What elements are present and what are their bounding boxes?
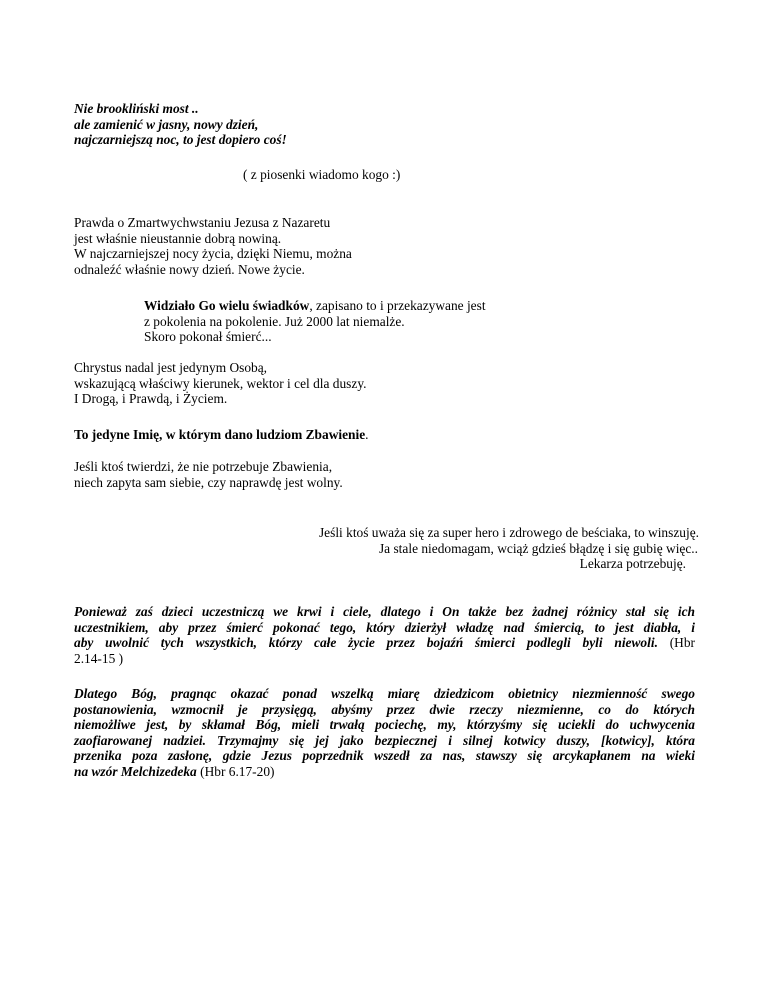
quote-line: Dlatego Bóg, pragnąc okazać ponad wszelką miarę dziedzicom obietnicy niezmienność swego [74, 686, 695, 701]
quote-hebrews-6 [74, 686, 695, 780]
quote-reference: (Hbr [657, 635, 695, 651]
paragraph-doctor [200, 525, 699, 572]
epigraph-source-text: ( z piosenki wiadomo kogo :) [243, 167, 401, 182]
text-line: odnaleźć właśnie nowy dzień. Nowe życie. [74, 261, 305, 277]
quote-line [74, 764, 695, 780]
quote-reference: (Hbr 6.17-20) [196, 763, 275, 779]
text-line: Prawda o Zmartwychwstaniu Jezusa z Nazaretu [74, 215, 331, 230]
quote-line: uczestnikiem, aby przez śmierć pokonać tego, który dzierżył władzę nad śmiercią, to jest diabła, i [74, 619, 695, 635]
text-line: wskazującą właściwy kierunek, wektor i cel dla duszy. [74, 375, 367, 391]
paragraph-christ [74, 360, 367, 407]
text-line [144, 298, 486, 314]
text-line: Chrystus nadal jest jedynym Osobą, [74, 360, 268, 375]
paragraph-salvation [74, 459, 343, 490]
epigraph-source [243, 167, 400, 183]
quote-line: przenika poza zasłonę, gdzie Jezus poprzednik wszedł za nas, stawszy się arcykapłanem na wieki [74, 748, 695, 764]
text-line [74, 427, 369, 443]
epigraph-line: ale zamienić w jasny, nowy dzień, [74, 116, 259, 132]
quote-line: 2.14-15 ) [74, 650, 124, 666]
quote-line: zaofiarowanej nadziei. Trzymajmy się jej jako bezpiecznej i silnej kotwicy duszy, [kotwicy], która [74, 732, 695, 748]
quote-line: niemożliwe jest, by skłamał Bóg, mieli trwałą pociechę, my, którzyśmy się uciekli do uchwycenia [74, 717, 695, 733]
text-line: Lekarza potrzebuję. [579, 556, 686, 572]
quote-line: Ponieważ zaś dzieci uczestniczą we krwi i ciele, dlatego i On także bez żadnej różnicy stał się ich [74, 604, 695, 619]
text-line: niech zapyta sam siebie, czy naprawdę jest wolny. [74, 474, 343, 490]
text-line: Jeśli ktoś uważa się za super hero i zdrowego de beściaka, to winszuję. [318, 525, 699, 540]
paragraph-only-name [74, 427, 369, 443]
quote-text: na wzór Melchizedeka [74, 763, 197, 779]
text-fragment: . [365, 427, 369, 442]
epigraph [74, 101, 287, 148]
quote-hebrews-2 [74, 604, 695, 666]
text-line: Jeśli ktoś twierdzi, że nie potrzebuje Zbawienia, [74, 459, 333, 474]
text-line: W najczarniejszej nocy życia, dzięki Niemu, można [74, 246, 352, 262]
text-line: Skoro pokonał śmierć... [144, 329, 272, 345]
quote-text: aby uwolnić tych wszystkich, którzy całe życie przez bojaźń śmierci podlegli byli niewoli. [74, 635, 658, 651]
quote-line: postanowienia, wzmocnił je przysięgą, abyśmy przez dwie rzeczy niezmienne, co do których [74, 701, 695, 717]
quote-line [74, 635, 695, 651]
bold-phrase: Widziało Go wielu świadków [144, 298, 310, 313]
paragraph-resurrection [74, 215, 352, 277]
text-line: Ja stale niedomagam, wciąż gdzieś błądzę i się gubię więc.. [378, 540, 698, 556]
epigraph-line: Nie brookliński most .. [74, 101, 199, 116]
text-fragment: , zapisano to i przekazywane jest [309, 298, 486, 313]
bold-phrase: To jedyne Imię, w którym dano ludziom Zbawienie [74, 427, 366, 442]
text-line: jest właśnie nieustannie dobrą nowiną. [74, 230, 282, 246]
paragraph-witnesses [144, 298, 486, 345]
text-line: z pokolenia na pokolenie. Już 2000 lat niemalże. [144, 313, 405, 329]
text-line: I Drogą, i Prawdą, i Życiem. [74, 391, 228, 407]
epigraph-line: najczarniejszą noc, to jest dopiero coś! [74, 132, 287, 148]
